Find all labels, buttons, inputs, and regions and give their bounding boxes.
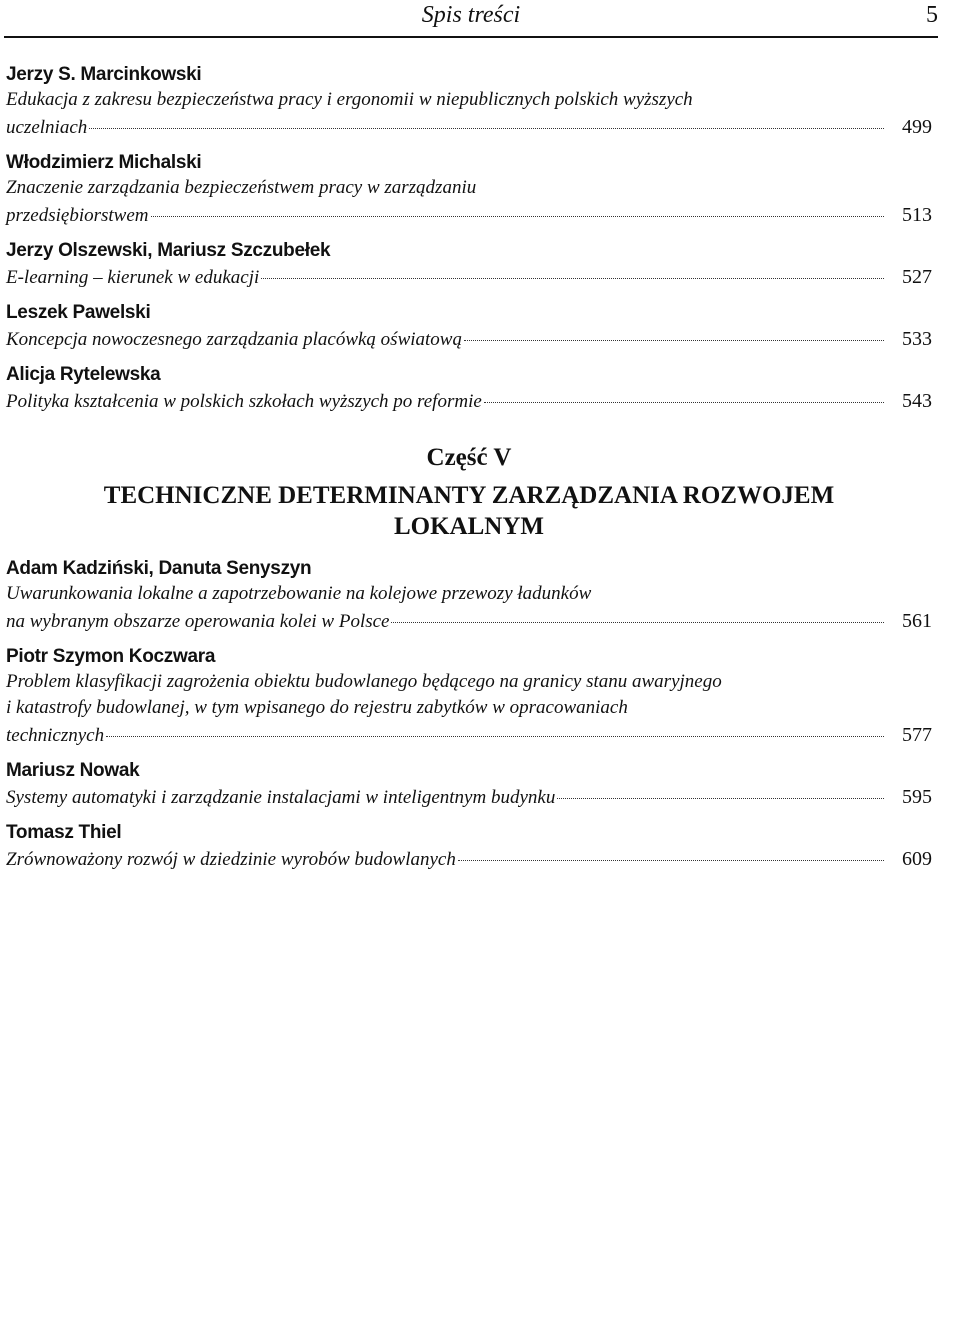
dot-leader [557, 798, 884, 799]
page-title: Spis treści [421, 2, 521, 28]
entry-page-number: 543 [902, 390, 932, 412]
entry-author: Leszek Pawelski [6, 302, 151, 323]
entry-title-line: Edukacja z zakresu bezpieczeństwa pracy i ergonomii w niepublicznych polskich wyższych [6, 89, 693, 110]
entry-author: Adam Kadziński, Danuta Senyszyn [6, 558, 312, 579]
toc-entry [6, 644, 932, 750]
toc-entries-bottom [6, 556, 932, 874]
table-of-contents [6, 62, 932, 882]
entry-title-line: Systemy automatyki i zarządzanie instalacjami w inteligentnym budynku [6, 787, 556, 808]
entry-title-line: Polityka kształcenia w polskich szkołach wyższych po reformie [6, 391, 482, 412]
dot-leader [89, 128, 884, 129]
toc-entry [6, 150, 932, 230]
dot-leader [106, 736, 884, 737]
entry-page-number: 609 [902, 848, 932, 870]
entry-title-line: Zrównoważony rozwój w dziedzinie wyrobów budowlanych [6, 849, 456, 870]
section-heading: TECHNICZNE DETERMINANTY ZARZĄDZANIA ROZWOJEM LOKALNYM [103, 482, 835, 540]
entry-title-line: Uwarunkowania lokalne a zapotrzebowanie na kolejowe przewozy ładunków [6, 583, 592, 604]
entry-last-line [6, 845, 932, 874]
entry-last-line [6, 201, 932, 230]
entry-page-number: 533 [902, 328, 932, 350]
dot-leader [391, 622, 884, 623]
toc-entry [6, 238, 932, 292]
entry-author: Jerzy Olszewski, Mariusz Szczubełek [6, 240, 331, 261]
entry-title-line: i katastrofy budowlanej, w tym wpisanego do rejestru zabytków w opracowaniach [6, 697, 628, 718]
entry-last-line [6, 721, 932, 750]
entry-title-line: E-learning – kierunek w edukacji [6, 267, 260, 288]
dot-leader [458, 860, 884, 861]
dot-leader [484, 402, 884, 403]
page-header [4, 0, 938, 38]
entry-title-line: Problem klasyfikacji zagrożenia obiektu budowlanego będącego na granicy stanu awaryjnego [6, 671, 722, 692]
toc-entry [6, 300, 932, 354]
entry-last-line [6, 607, 932, 636]
toc-entry [6, 362, 932, 416]
entry-author: Alicja Rytelewska [6, 364, 161, 385]
dot-leader [151, 216, 885, 217]
toc-entries-top [6, 62, 932, 416]
entry-title-line: Znaczenie zarządzania bezpieczeństwem pracy w zarządzaniu [6, 177, 477, 198]
entry-author: Mariusz Nowak [6, 760, 140, 781]
entry-page-number: 527 [902, 266, 932, 288]
section-header [6, 442, 932, 542]
dot-leader [464, 340, 884, 341]
dot-leader [261, 278, 884, 279]
toc-entry [6, 820, 932, 874]
entry-last-line [6, 783, 932, 812]
entry-author: Włodzimierz Michalski [6, 152, 202, 173]
entry-page-number: 499 [902, 116, 932, 138]
entry-page-number: 595 [902, 786, 932, 808]
entry-author: Tomasz Thiel [6, 822, 122, 843]
entry-last-line [6, 263, 932, 292]
toc-entry [6, 556, 932, 636]
entry-page-number: 577 [902, 724, 932, 746]
entry-title-line: technicznych [6, 725, 105, 746]
entry-last-line [6, 387, 932, 416]
entry-author: Piotr Szymon Koczwara [6, 646, 216, 667]
entry-title-line: Koncepcja nowoczesnego zarządzania placówką oświatową [6, 329, 462, 350]
entry-page-number: 513 [902, 204, 932, 226]
toc-entry [6, 62, 932, 142]
entry-title-line: przedsiębiorstwem [6, 205, 149, 226]
entry-title-line: na wybranym obszarze operowania kolei w Polsce [6, 611, 390, 632]
entry-last-line [6, 325, 932, 354]
page-number: 5 [926, 2, 938, 28]
entry-page-number: 561 [902, 610, 932, 632]
section-part-label: Część V [426, 444, 512, 471]
toc-entry [6, 758, 932, 812]
entry-author: Jerzy S. Marcinkowski [6, 64, 202, 85]
entry-title-line: uczelniach [6, 117, 88, 138]
entry-last-line [6, 113, 932, 142]
